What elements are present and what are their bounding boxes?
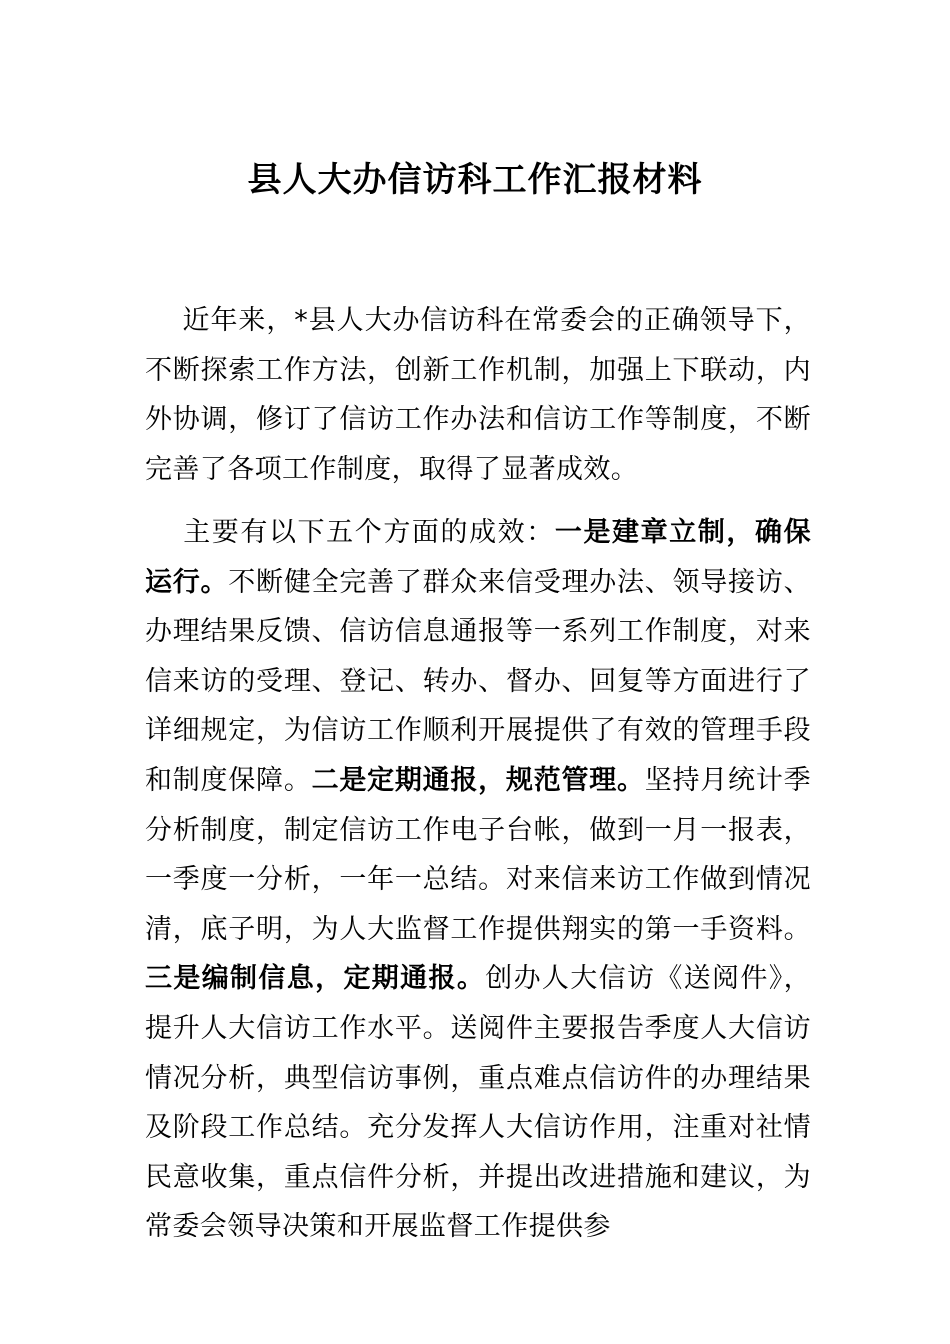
paragraph-2 xyxy=(145,508,811,1252)
item-1-heading: 一是建章立制，确保运行。 xyxy=(145,517,811,598)
item-1-text: 不断健全完善了群众来信受理办法、领导接访、办理结果反馈、信访信息通报等一系列工作制度，对来信来访的受理、登记、转办、督办、回复等方面进行了详细规定，为信访工作顺利开展提供了有效的管理手段和制度保障。 xyxy=(145,566,811,796)
paragraph-1-text: 近年来，*县人大办信访科在常委会的正确领导下，不断探索工作方法，创新工作机制，加强上下联动，内外协调，修订了信访工作办法和信访工作等制度，不断完善了各项工作制度，取得了显著成效。 xyxy=(145,305,811,485)
item-2-text: 坚持月统计季分析制度，制定信访工作电子台帐，做到一月一报表，一季度一分析，一年一总结。对来信来访工作做到情况清，底子明，为人大监督工作提供翔实的第一手资料。 xyxy=(145,764,811,945)
item-2-heading: 二是定期通报，规范管理。 xyxy=(311,764,645,796)
item-3-heading: 三是编制信息，定期通报。 xyxy=(145,963,486,995)
paragraph-1 xyxy=(145,296,811,494)
paragraph-2-intro: 主要有以下五个方面的成效： xyxy=(182,517,555,548)
document-title: 县人大办信访科工作汇报材料 xyxy=(247,160,703,200)
item-3-text: 创办人大信访《送阅件》，提升人大信访工作水平。送阅件主要报告季度人大信访情况分析，典型信访事例，重点难点信访件的办理结果及阶段工作总结。充分发挥人大信访作用，注重对社情民意收集，重点信件分析，并提出改进措施和建议，为常委会领导决策和开展监督工作提供参 xyxy=(145,963,811,1243)
